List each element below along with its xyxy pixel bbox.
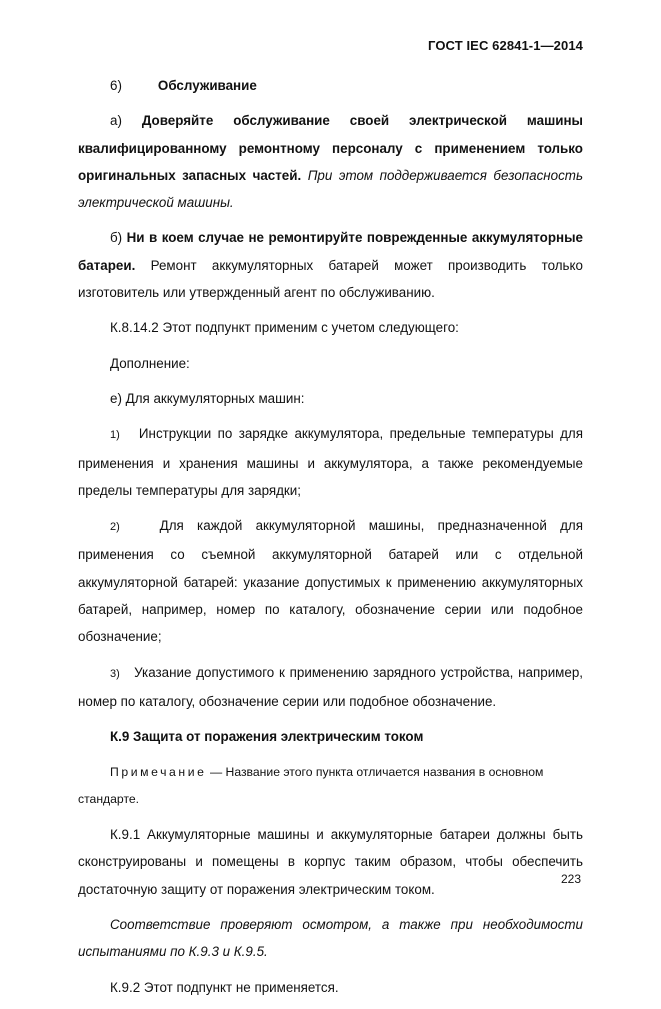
item-e-heading: е) Для аккумуляторных машин: — [110, 390, 305, 406]
item-a-bold-text: Доверяйте обслуживание своей электрической машины квалифицированному ремонтному персоналу с применением только оригинальных запасных частей. — [78, 113, 583, 183]
note-text: — Название этого пункта отличается названия в основном стандарте. — [78, 764, 544, 806]
list-item-3-text: Указание допустимого к применению зарядного устройства, например, номер по каталогу, обозначение серии или подобное обозначение. — [78, 664, 583, 709]
item-a-paragraph — [78, 107, 583, 216]
page-body — [78, 72, 583, 1009]
item-6-heading — [78, 72, 583, 99]
clause-k-9-1-compliance-check: Соответствие проверяют осмотром, а также при необходимости испытаниями по К.9.3 и К.9.5. — [78, 917, 583, 960]
clause-k-9-1: К.9.1 Аккумуляторные машины и аккумуляторные батареи должны быть сконструированы и помещены в корпус таким образом, чтобы обеспечить достаточную защиту от поражения электрическим током. — [78, 827, 583, 897]
list-item-3 — [78, 659, 583, 716]
item-a-marker: а) — [110, 113, 122, 129]
clause-k-8-14-2: К.8.14.2 Этот подпункт применим с учетом следующего: — [110, 320, 459, 336]
list-item-2 — [78, 512, 583, 650]
addition-label: Дополнение: — [110, 355, 190, 371]
list-item-1-number: 1) — [110, 429, 120, 442]
clause-k-9-2: К.9.2 Этот подпункт не применяется. — [110, 979, 339, 995]
document-code-header: ГОСТ IEC 62841-1—2014 — [428, 38, 583, 53]
item-6-title: Обслуживание — [157, 78, 257, 93]
note-paragraph — [78, 759, 583, 814]
list-item-2-text: Для каждой аккумуляторной машины, предназначенной для применения со съемной аккумуляторной батарей или с отдельной аккумуляторной батарей: указание допустимых к применению аккумуляторных батарей, например, номер по каталогу, обозначение серии или подобное обозначение; — [78, 518, 583, 645]
item-b-paragraph — [78, 224, 583, 306]
page-number: 223 — [560, 872, 581, 886]
note-label: Примечание — [110, 764, 207, 779]
list-item-1-text: Инструкции по зарядке аккумулятора, предельные температуры для применения и хранения машины и аккумулятора, а также рекомендуемые пределы температуры для зарядки; — [78, 426, 583, 498]
item-b-bold-text: Ни в коем случае не ремонтируйте поврежденные аккумуляторные батареи. — [78, 230, 583, 273]
item-a-italic-text: При этом поддерживается безопасность электрической машины. — [78, 167, 583, 211]
item-b-marker: б) — [110, 230, 123, 246]
section-k-9-title: К.9 Защита от поражения электрическим током — [110, 729, 424, 745]
list-item-1 — [78, 420, 583, 504]
item-6-number: 6) — [110, 78, 122, 93]
list-item-3-number: 3) — [110, 667, 120, 680]
item-b-text: Ремонт аккумуляторных батарей может производить только изготовитель или утвержденный агент по обслуживанию. — [78, 257, 583, 301]
list-item-2-number: 2) — [110, 521, 120, 534]
